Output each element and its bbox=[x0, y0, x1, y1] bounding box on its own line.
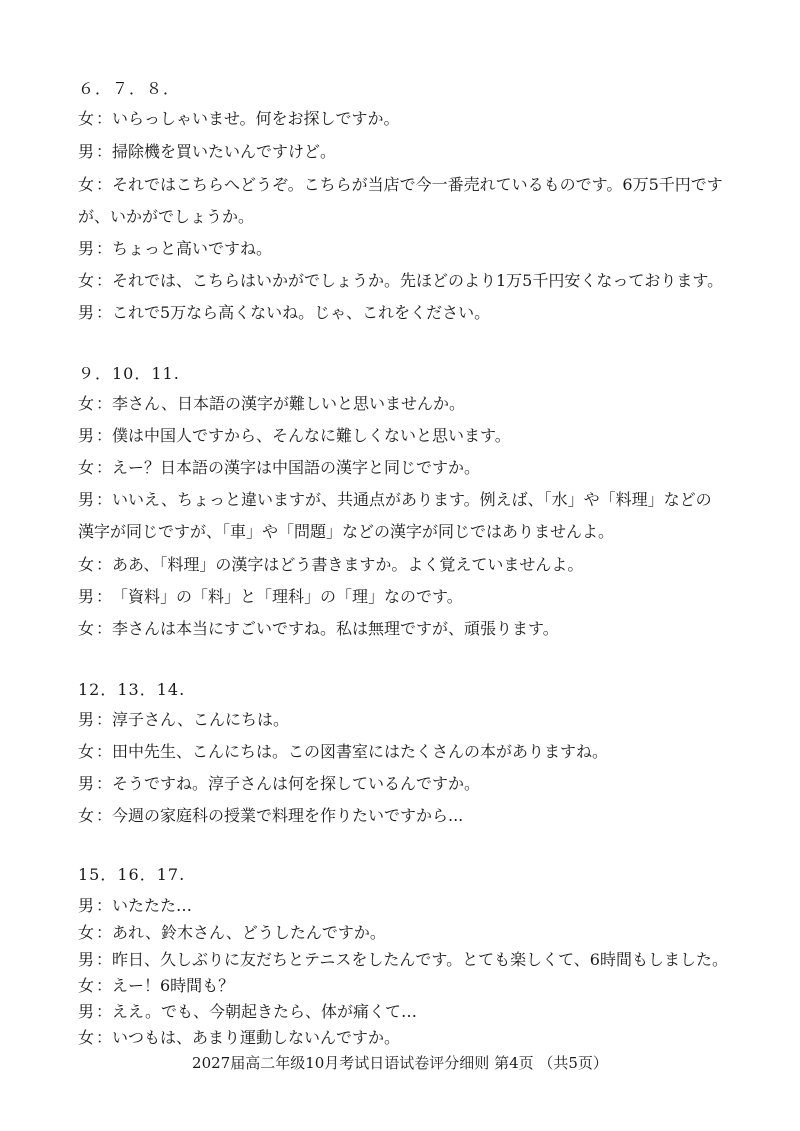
speaker-label: 男 bbox=[78, 142, 95, 161]
speaker-separator: ： bbox=[96, 587, 113, 606]
speaker-label: 男 bbox=[78, 774, 95, 793]
speaker-label: 男 bbox=[78, 1002, 95, 1021]
speaker-separator: ： bbox=[96, 490, 113, 509]
dialogue-text: そうですね。淳子さんは何を探しているんですか。 bbox=[112, 774, 481, 793]
dialogue-line bbox=[78, 923, 728, 943]
dialogue-text: 李さんは本当にすごいですね。私は無理ですが、頑張ります。 bbox=[112, 619, 559, 638]
speaker-label: 女 bbox=[78, 976, 95, 995]
dialogue-line bbox=[78, 806, 728, 826]
dialogue-text: いらっしゃいませ。何をお探しですか。 bbox=[112, 109, 400, 128]
dialogue-text: 「資料」の「料」と「理科」の「理」なのです。 bbox=[112, 587, 463, 606]
dialogue-line bbox=[78, 175, 728, 195]
section-heading: 12．13．14. bbox=[78, 680, 186, 699]
dialogue-line bbox=[78, 109, 728, 129]
speaker-label: 女 bbox=[78, 175, 95, 194]
speaker-separator: ： bbox=[96, 976, 113, 995]
page-footer: 2027届高二年级10月考试日语试卷评分细则 第4页 （共5页） bbox=[192, 1054, 608, 1072]
dialogue-line bbox=[78, 271, 728, 291]
dialogue-line bbox=[78, 555, 728, 575]
dialogue-text: 李さん、日本語の漢字が難しいと思いませんか。 bbox=[112, 394, 465, 413]
speaker-label: 女 bbox=[78, 806, 95, 825]
dialogue-continuation: 漢字が同じですが、「車」や「問題」などの漢字が同じではありませんよ。 bbox=[78, 522, 615, 541]
speaker-separator: ： bbox=[96, 303, 113, 322]
speaker-separator: ： bbox=[96, 1002, 113, 1021]
speaker-separator: ： bbox=[96, 923, 113, 942]
dialogue-line bbox=[78, 142, 728, 162]
speaker-label: 男 bbox=[78, 896, 95, 915]
speaker-label: 男 bbox=[78, 710, 95, 729]
speaker-separator: ： bbox=[96, 426, 113, 445]
speaker-separator: ： bbox=[96, 175, 113, 194]
dialogue-line bbox=[78, 458, 728, 478]
dialogue-line bbox=[78, 1028, 728, 1048]
speaker-label: 男 bbox=[78, 490, 95, 509]
speaker-label: 女 bbox=[78, 109, 95, 128]
dialogue-line bbox=[78, 710, 728, 730]
dialogue-line bbox=[78, 619, 728, 639]
speaker-label: 女 bbox=[78, 555, 95, 574]
speaker-label: 男 bbox=[78, 426, 95, 445]
dialogue-line bbox=[78, 490, 728, 510]
dialogue-line bbox=[78, 950, 728, 970]
dialogue-text: いいえ、ちょっと違いますが、共通点があります。例えば、「水」や「料理」などの bbox=[112, 490, 712, 509]
speaker-separator: ： bbox=[96, 742, 113, 761]
speaker-separator: ： bbox=[96, 1028, 113, 1047]
dialogue-text: えー？日本語の漢字は中国語の漢字と同じですか。 bbox=[112, 458, 481, 477]
speaker-label: 女 bbox=[78, 619, 95, 638]
speaker-label: 女 bbox=[78, 394, 95, 413]
speaker-separator: ： bbox=[96, 710, 113, 729]
speaker-separator: ： bbox=[96, 806, 113, 825]
speaker-separator: ： bbox=[96, 896, 113, 915]
speaker-label: 女 bbox=[78, 1028, 95, 1047]
speaker-label: 女 bbox=[78, 458, 95, 477]
speaker-separator: ： bbox=[96, 394, 113, 413]
section-heading: ９．10．11. bbox=[78, 364, 180, 383]
section-heading: ６．７．８． bbox=[78, 79, 181, 98]
dialogue-text: これで5万なら高くないね。じゃ、これをください。 bbox=[112, 303, 491, 322]
speaker-separator: ： bbox=[96, 619, 113, 638]
dialogue-line bbox=[78, 587, 728, 607]
speaker-separator: ： bbox=[96, 142, 113, 161]
dialogue-line bbox=[78, 303, 728, 323]
speaker-label: 男 bbox=[78, 239, 95, 258]
dialogue-line bbox=[78, 742, 728, 762]
dialogue-line bbox=[78, 1002, 728, 1022]
speaker-separator: ： bbox=[96, 555, 113, 574]
dialogue-text: 淳子さん、こんにちは。 bbox=[112, 710, 289, 729]
dialogue-text: 僕は中国人ですから、そんなに難しくないと思います。 bbox=[112, 426, 511, 445]
speaker-separator: ： bbox=[96, 458, 113, 477]
dialogue-line bbox=[78, 426, 728, 446]
dialogue-line bbox=[78, 896, 728, 916]
dialogue-text: それではこちらへどうぞ。こちらが当店で今一番売れているものです。6万5千円です bbox=[112, 175, 723, 194]
speaker-label: 女 bbox=[78, 923, 95, 942]
speaker-label: 女 bbox=[78, 742, 95, 761]
dialogue-text: ええ。でも、今朝起きたら、体が痛くて… bbox=[112, 1002, 417, 1021]
speaker-label: 男 bbox=[78, 303, 95, 322]
dialogue-continuation: が、いかがでしょうか。 bbox=[78, 207, 255, 226]
dialogue-text: 掃除機を買いたいんですけど。 bbox=[112, 142, 337, 161]
dialogue-text: あれ、鈴木さん、どうしたんですか。 bbox=[112, 923, 386, 942]
dialogue-line bbox=[78, 394, 728, 414]
speaker-label: 男 bbox=[78, 950, 95, 969]
speaker-label: 女 bbox=[78, 271, 95, 290]
speaker-separator: ： bbox=[96, 109, 113, 128]
speaker-label: 男 bbox=[78, 587, 95, 606]
dialogue-text: それでは、こちらはいかがでしょうか。先ほどのより1万5千円安くなっております。 bbox=[112, 271, 724, 290]
dialogue-text: いたたた… bbox=[112, 896, 193, 915]
dialogue-text: 今週の家庭科の授業で料理を作りたいですから... bbox=[112, 806, 464, 825]
speaker-separator: ： bbox=[96, 239, 113, 258]
speaker-separator: ： bbox=[96, 774, 113, 793]
section-heading: 15．16．17. bbox=[78, 865, 186, 884]
dialogue-line bbox=[78, 239, 728, 259]
speaker-separator: ： bbox=[96, 271, 113, 290]
dialogue-text: ああ、「料理」の漢字はどう書きますか。よく覚えていませんよ。 bbox=[112, 555, 584, 574]
speaker-separator: ： bbox=[96, 950, 113, 969]
dialogue-text: えー！6時間も？ bbox=[112, 976, 235, 995]
dialogue-text: 田中先生、こんにちは。この図書室にはたくさんの本がありますね。 bbox=[112, 742, 609, 761]
dialogue-line bbox=[78, 774, 728, 794]
dialogue-text: いつもは、あまり運動しないんですか。 bbox=[112, 1028, 401, 1047]
dialogue-text: 昨日、久しぶりに友だちとテニスをしたんです。とても楽しくて、6時間もしました。 bbox=[112, 950, 728, 969]
dialogue-text: ちょっと高いですね。 bbox=[112, 239, 273, 258]
dialogue-line bbox=[78, 976, 728, 996]
